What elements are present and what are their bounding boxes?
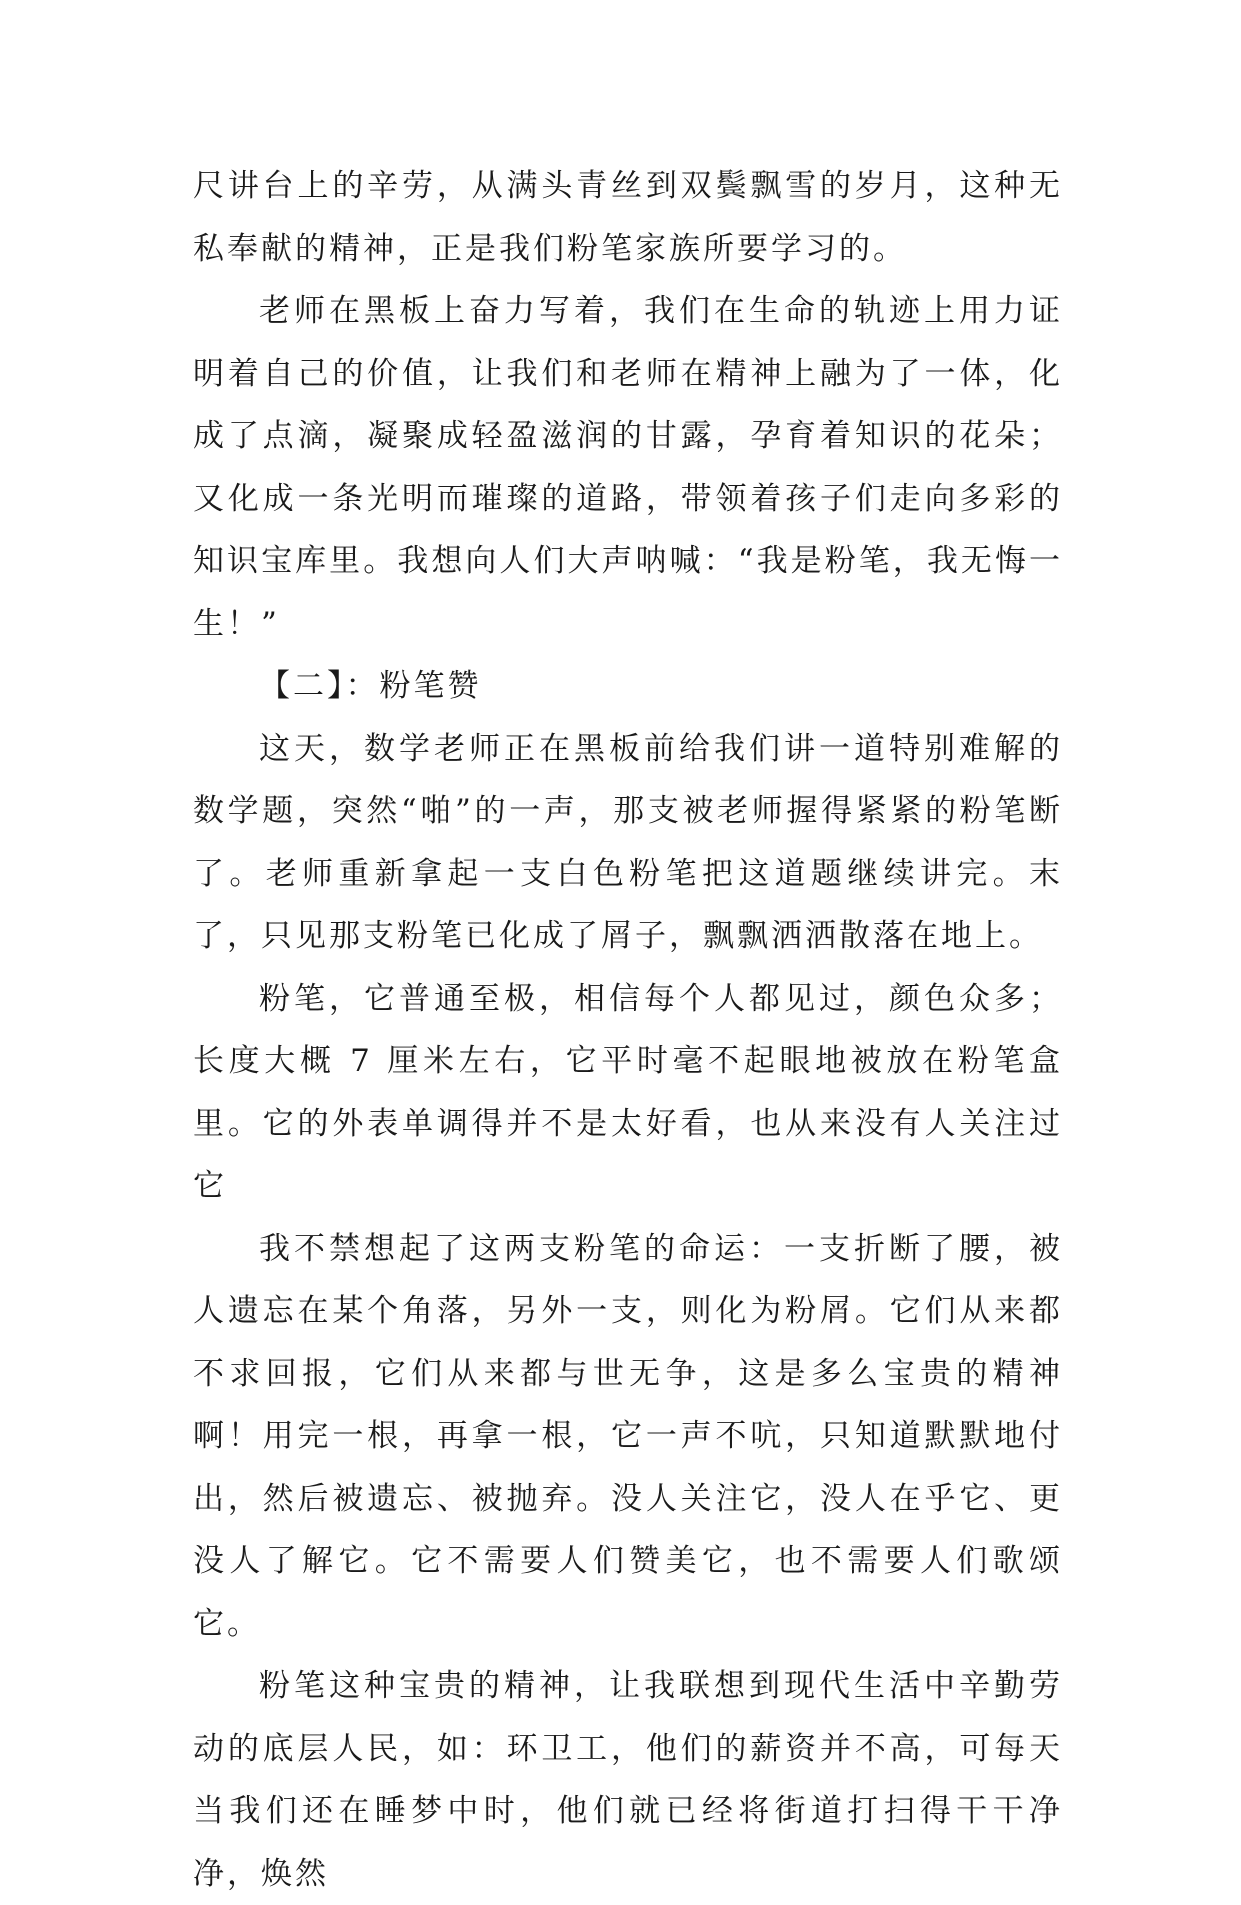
paragraph-1: 尺讲台上的辛劳，从满头青丝到双鬓飘雪的岁月，这种无私奉献的精神，正是我们粉笔家族所要学习的。 [193, 168, 1063, 267]
paragraph-2: 老师在黑板上奋力写着，我们在生命的轨迹上用力证明着自己的价值，让我们和老师在精神上融为了一体，化成了点滴，凝聚成轻盈滋润的甘露，孕育着知识的花朵；又化成一条光明而璀璨的道路，带领着孩子们走向多彩的知识宝库里。我想向人们大声呐喊：“我是粉笔，我无悔一生！” [193, 293, 1063, 642]
paragraph-6: 粉笔这种宝贵的精神，让我联想到现代生活中辛勤劳动的底层人民，如：环卫工，他们的薪资并不高，可每天当我们还在睡梦中时，他们就已经将街道打扫得干干净净，焕然 [193, 1668, 1063, 1892]
section-heading: 【二】：粉笔赞 [259, 668, 482, 704]
paragraph-4: 粉笔，它普通至极，相信每个人都见过，颜色众多；长度大概 7 厘米左右，它平时毫不起眼地被放在粉笔盒里。它的外表单调得并不是太好看，也从来没有人关注过它 [193, 980, 1063, 1204]
paragraph-3: 这天，数学老师正在黑板前给我们讲一道特别难解的数学题，突然“啪”的一声，那支被老师握得紧紧的粉笔断了。老师重新拿起一支白色粉笔把这道题继续讲完。末了，只见那支粉笔已化成了屑子，飘飘洒洒散落在地上。 [193, 730, 1063, 954]
document-body [193, 155, 1063, 1905]
paragraph-5: 我不禁想起了这两支粉笔的命运：一支折断了腰，被人遗忘在某个角落，另外一支，则化为粉屑。它们从来都不求回报，它们从来都与世无争，这是多么宝贵的精神啊！用完一根，再拿一根，它一声不吭，只知道默默地付出，然后被遗忘、被抛弃。没人关注它，没人在乎它、更没人了解它。它不需要人们赞美它，也不需要人们歌颂它。 [193, 1230, 1063, 1642]
